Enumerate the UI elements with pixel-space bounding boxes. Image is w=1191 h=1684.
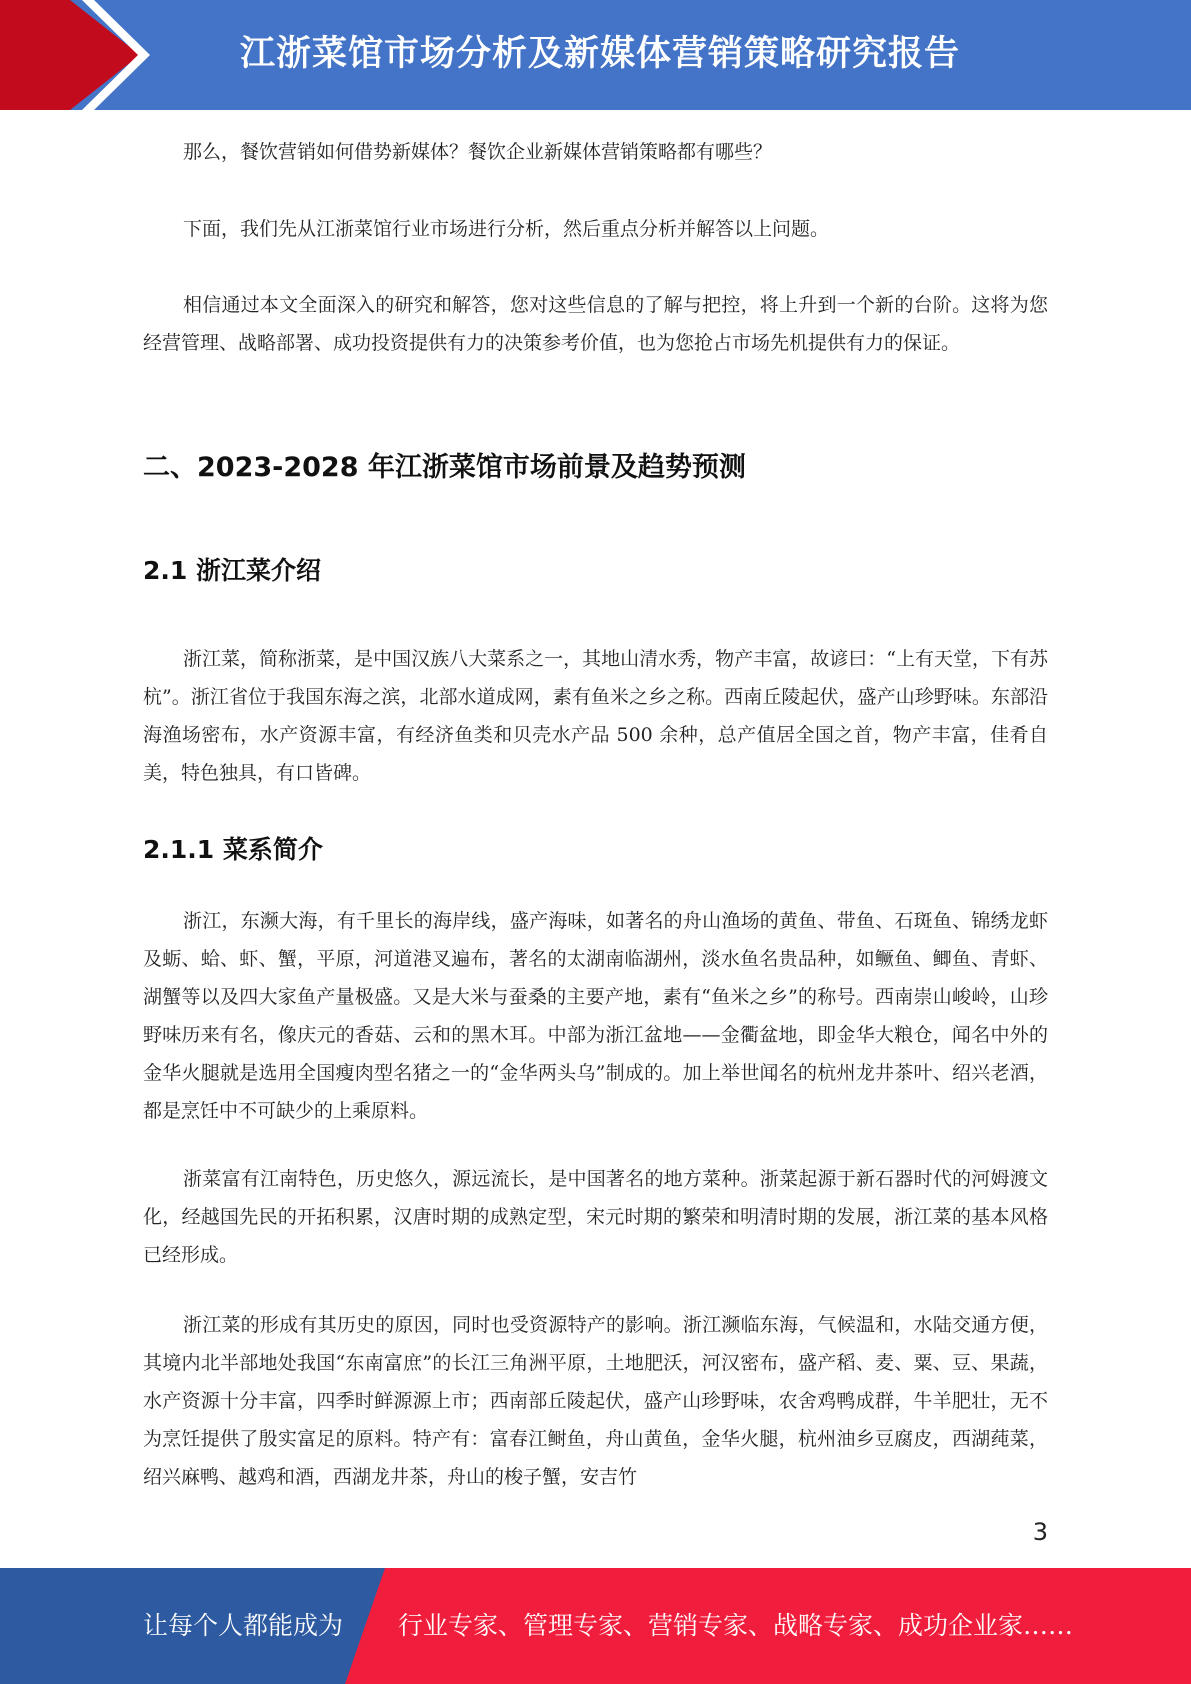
- header-banner: [0, 0, 1191, 110]
- report-title: 江浙菜馆市场分析及新媒体营销策略研究报告: [240, 34, 961, 74]
- section-heading-2-1-1: 2.1.1 菜系简介: [143, 835, 323, 864]
- section-heading-2-1: 2.1 浙江菜介绍: [143, 556, 321, 585]
- paragraph-history: 浙菜富有江南特色，历史悠久，源远流长，是中国著名的地方菜种。浙菜起源于新石器时代的河姆渡文化，经越国先民的开拓积累，汉唐时期的成熟定型，宋元时期的繁荣和明清时期的发展，浙江菜的基本风格已经形成。: [143, 1168, 1048, 1266]
- paragraph-zhejiang-cuisine: 浙江菜，简称浙菜，是中国汉族八大菜系之一，其地山清水秀，物产丰富，故谚曰：“上有天堂，下有苏杭”。浙江省位于我国东海之滨，北部水道成网，素有鱼米之乡之称。西南丘陵起伏，盛产山珍野味。东部沿海渔场密布，水产资源丰富，有经济鱼类和贝壳水产品 500 余种，总产值居全国之首，物产丰富，佳肴自美，特色独具，有口皆碑。: [143, 648, 1048, 784]
- paragraph-intro-value: 相信通过本文全面深入的研究和解答，您对这些信息的了解与把控，将上升到一个新的台阶。这将为您经营管理、战略部署、成功投资提供有力的决策参考价值，也为您抢占市场先机提供有力的保证。: [143, 294, 1048, 354]
- paragraph-intro-plan: 下面，我们先从江浙菜馆行业市场进行分析，然后重点分析并解答以上问题。: [183, 218, 830, 240]
- page-number: 3: [1032, 1518, 1048, 1546]
- paragraph-intro-question: 那么，餐饮营销如何借势新媒体？餐饮企业新媒体营销策略都有哪些？: [183, 141, 773, 163]
- footer-banner: [0, 1568, 1191, 1684]
- footer-slogan-right: 行业专家、管理专家、营销专家、战略专家、成功企业家……: [398, 1611, 1074, 1640]
- section-heading-2: 二、2023-2028 年江浙菜馆市场前景及趋势预测: [143, 452, 746, 483]
- paragraph-formation: 浙江菜的形成有其历史的原因，同时也受资源特产的影响。浙江濒临东海，气候温和，水陆交通方便，其境内北半部地处我国“东南富庶”的长江三角洲平原，土地肥沃，河汉密布，盛产稻、麦、粟、豆、果蔬，水产资源十分丰富，四季时鲜源源上市；西南部丘陵起伏，盛产山珍野味，农舍鸡鸭成群，牛羊肥壮，无不为烹饪提供了殷实富足的原料。特产有：富春江鲥鱼，舟山黄鱼，金华火腿，杭州油乡豆腐皮，西湖莼菜，绍兴麻鸭、越鸡和酒，西湖龙井茶，舟山的梭子蟹，安吉竹: [143, 1314, 1048, 1488]
- footer-slogan-left: 让每个人都能成为: [143, 1611, 344, 1640]
- header-red-arrow: [0, 0, 140, 110]
- paragraph-geography: 浙江，东濒大海，有千里长的海岸线，盛产海味，如著名的舟山渔场的黄鱼、带鱼、石斑鱼、锦绣龙虾及蛎、蛤、虾、蟹，平原，河道港叉遍布，著名的太湖南临湖州，淡水鱼名贵品种，如鳜鱼、鲫鱼、青虾、湖蟹等以及四大家鱼产量极盛。又是大米与蚕桑的主要产地，素有“鱼米之乡”的称号。西南崇山峻岭，山珍野味历来有名，像庆元的香菇、云和的黑木耳。中部为浙江盆地——金衢盆地，即金华大粮仓，闻名中外的金华火腿就是选用全国瘦肉型名猪之一的“金华两头乌”制成的。加上举世闻名的杭州龙井茶叶、绍兴老酒，都是烹饪中不可缺少的上乘原料。: [143, 910, 1048, 1122]
